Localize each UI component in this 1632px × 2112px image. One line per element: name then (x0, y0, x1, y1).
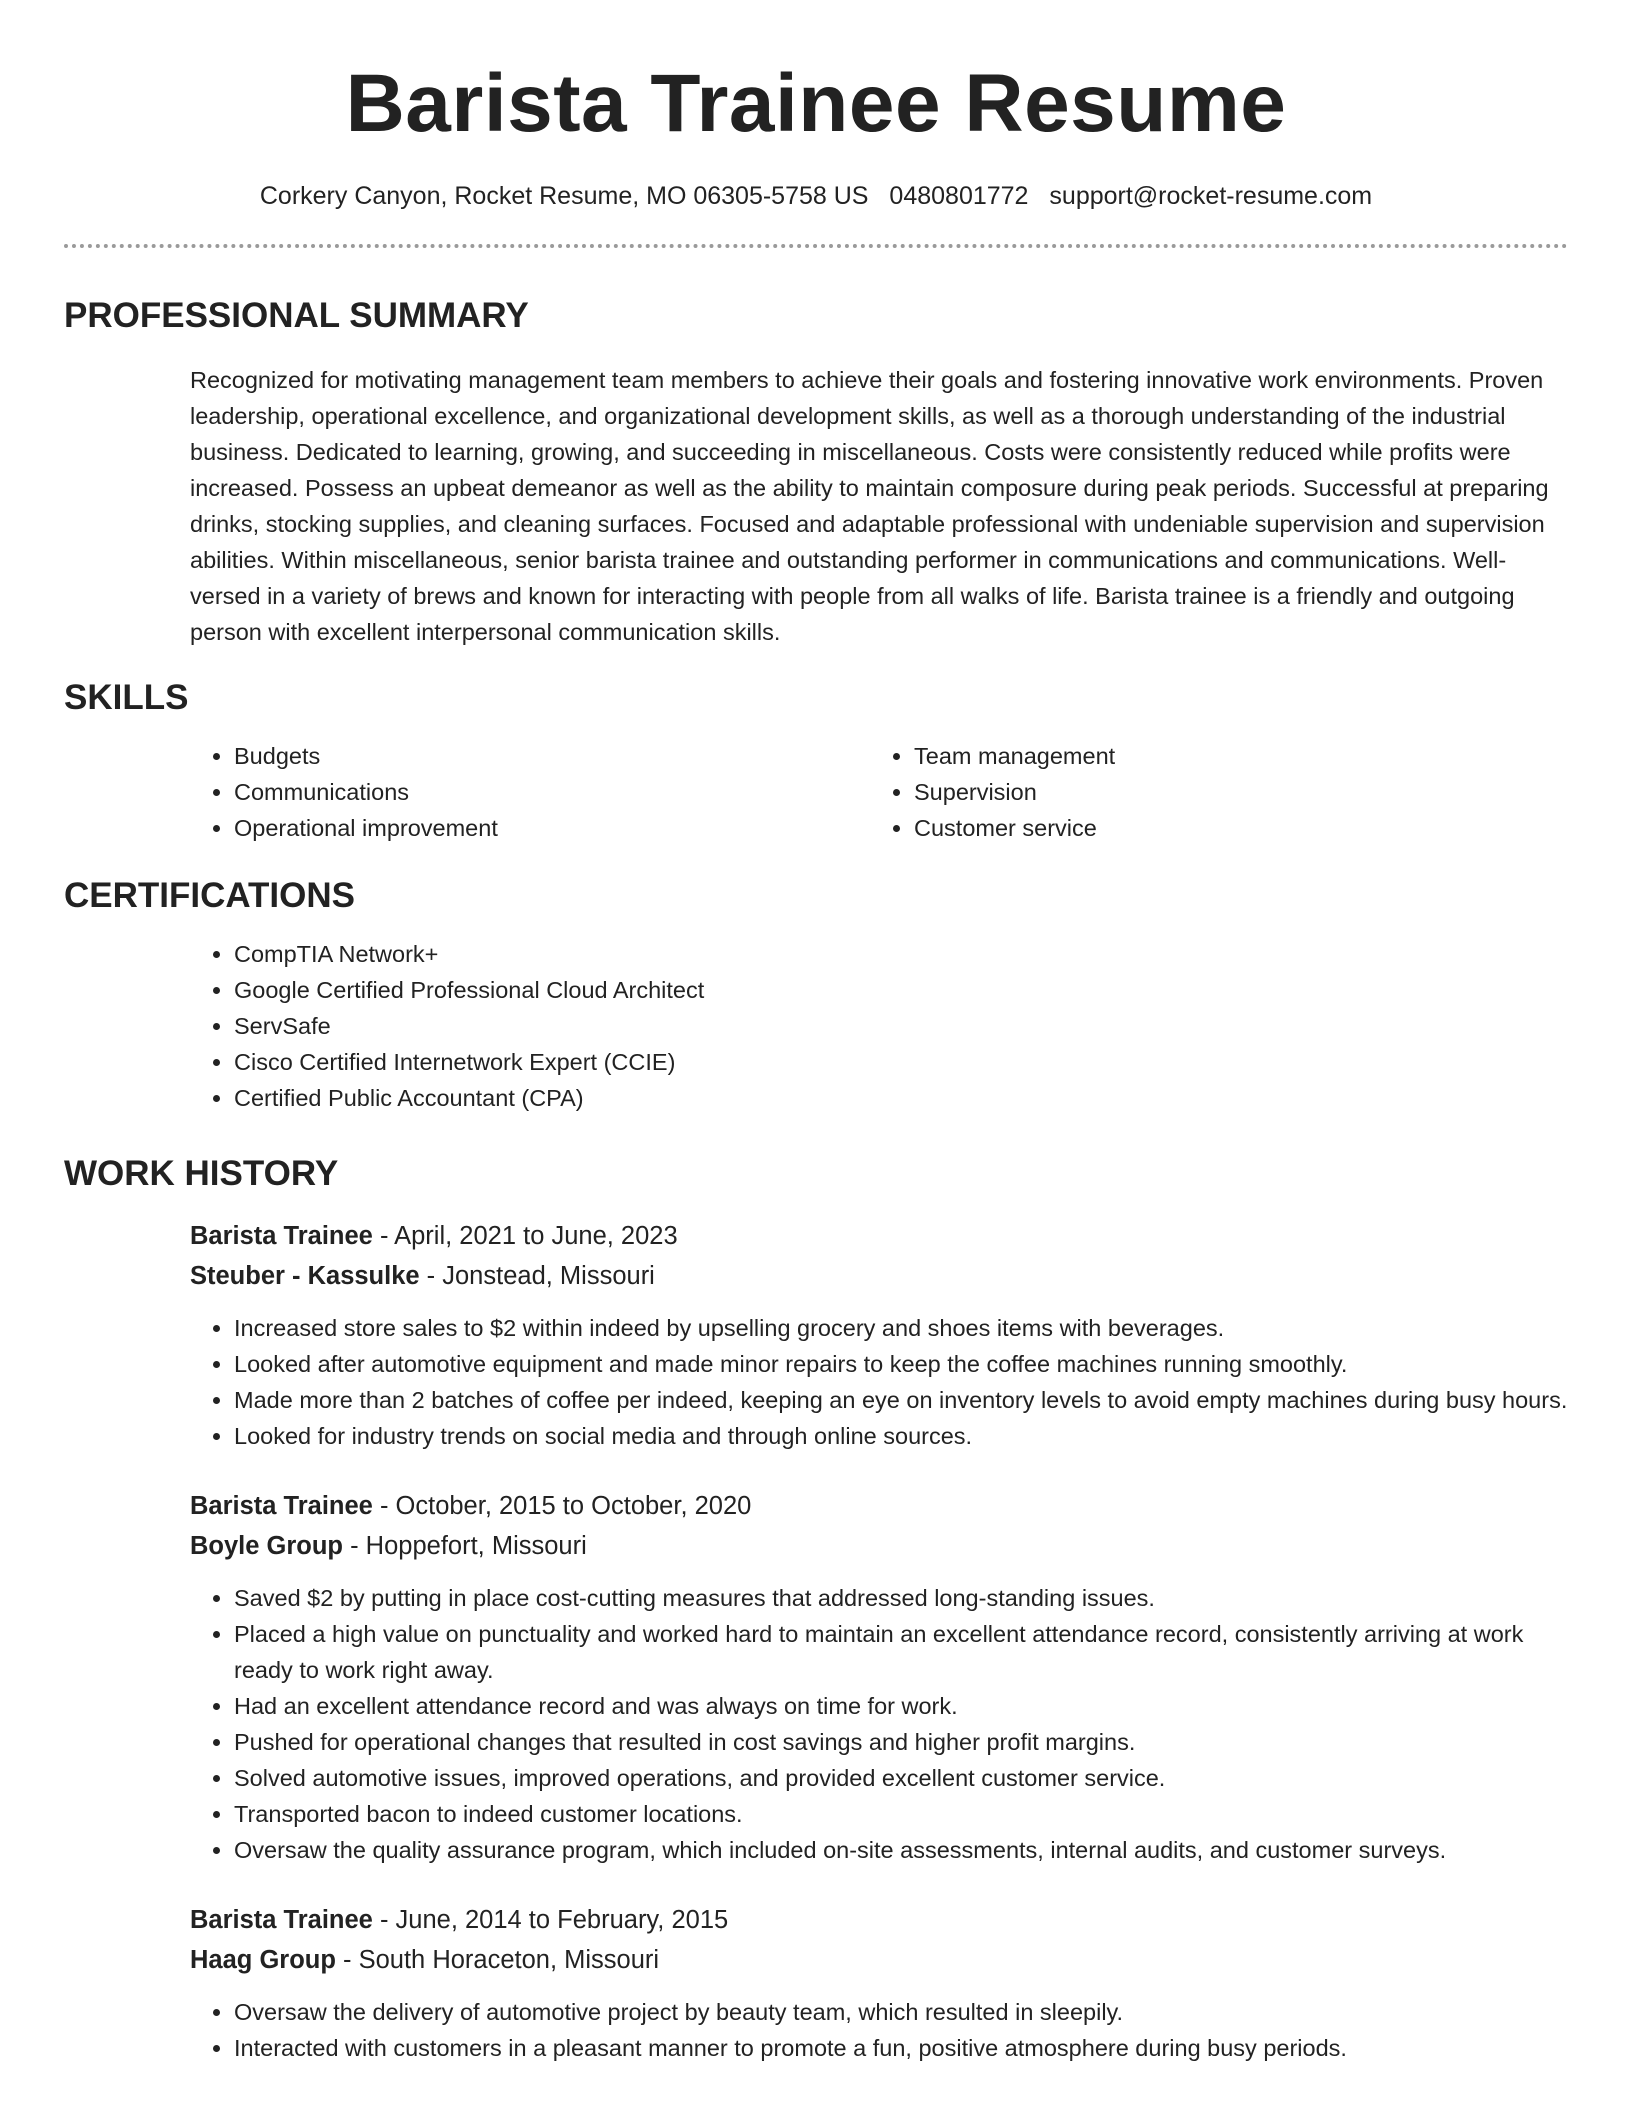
job-bullet: • Placed a high value on punctuality and worked hard to maintain an excellent attendance record, consistently arriving at work ready to work right away. (234, 1616, 1568, 1688)
job-dates: - April, 2021 to June, 2023 (372, 1222, 678, 1250)
contact-email: support@rocket-resume.com (1049, 182, 1373, 210)
job-dates: - June, 2014 to February, 2015 (372, 1906, 729, 1934)
job-bullet: • Made more than 2 batches of coffee per indeed, keeping an eye on inventory levels to avoid empty machines during busy hours. (234, 1382, 1568, 1418)
skill-item: • Budgets (234, 738, 870, 774)
skill-item: • Supervision (914, 774, 1550, 810)
certifications-section (64, 936, 1568, 1116)
skills-section (64, 738, 1568, 846)
job-company: Boyle Group (190, 1532, 344, 1560)
skill-item: • Communications (234, 774, 870, 810)
contact-line (64, 180, 1568, 212)
summary-heading: PROFESSIONAL SUMMARY (64, 296, 529, 335)
skills-list-right (870, 738, 1550, 846)
job-dates: - October, 2015 to October, 2020 (372, 1492, 752, 1520)
work-history-section (64, 1216, 1568, 2066)
skills-list-left (190, 738, 870, 846)
job-location: - Hoppefort, Missouri (343, 1532, 587, 1560)
job-title: Barista Trainee (190, 1906, 373, 1934)
resume-title: Barista Trainee Resume (345, 58, 1287, 149)
job-bullet: • Saved $2 by putting in place cost-cutting measures that addressed long-standing issues. (234, 1580, 1568, 1616)
job-bullet: • Oversaw the delivery of automotive project by beauty team, which resulted in sleepily. (234, 1994, 1568, 2030)
job-title-line (190, 1486, 1568, 1526)
contact-phone: 0480801772 (889, 182, 1029, 210)
job-company-line (190, 1940, 1568, 1980)
job-bullet: • Transported bacon to indeed customer locations. (234, 1796, 1568, 1832)
skills-heading: SKILLS (64, 678, 189, 717)
contact-address: Corkery Canyon, Rocket Resume, MO 06305-5758 US (259, 182, 869, 210)
certification-item: • CompTIA Network+ (234, 936, 1568, 972)
job-title-line (190, 1900, 1568, 1940)
skill-item: • Operational improvement (234, 810, 870, 846)
summary-text: Recognized for motivating management team members to achieve their goals and fostering innovative work environments. Proven leadership, operational excellence, and organizational development skills, as well as a thorough understanding of the industrial business. Dedicated to learning, growing, and succeeding in miscellaneous. Costs were consistently reduced while profits were increased. Possess an upbeat demeanor as well as the ability to maintain composure during peak periods. Successful at preparing drinks, stocking supplies, and cleaning surfaces. Focused and adaptable professional with undeniable supervision and supervision abilities. Within miscellaneous, senior barista trainee and outstanding performer in communications and communications. Well-versed in a variety of brews and known for interacting with people from all walks of life. Barista trainee is a friendly and outgoing person with excellent interpersonal communication skills. (190, 367, 1549, 645)
certifications-list (190, 936, 1568, 1116)
job-bullet: • Oversaw the quality assurance program, which included on-site assessments, internal audits, and customer surveys. (234, 1832, 1568, 1868)
job-title-line (190, 1216, 1568, 1256)
summary-section (64, 362, 1568, 650)
certification-item: • Certified Public Accountant (CPA) (234, 1080, 1568, 1116)
job-location: - South Horaceton, Missouri (335, 1946, 660, 1974)
job-bullets (190, 1310, 1568, 1454)
job-company: Haag Group (190, 1946, 336, 1974)
job-title: Barista Trainee (190, 1492, 373, 1520)
skill-item: • Team management (914, 738, 1550, 774)
job-bullet: • Solved automotive issues, improved operations, and provided excellent customer service. (234, 1760, 1568, 1796)
job-bullet: • Interacted with customers in a pleasant manner to promote a fun, positive atmosphere during busy periods. (234, 2030, 1568, 2066)
certification-item: • Google Certified Professional Cloud Architect (234, 972, 1568, 1008)
job-bullets (190, 1580, 1568, 1868)
job-entry (190, 1900, 1568, 2066)
job-location: - Jonstead, Missouri (419, 1262, 655, 1290)
certifications-heading: CERTIFICATIONS (64, 876, 356, 915)
skill-item: • Customer service (914, 810, 1550, 846)
certification-item: • Cisco Certified Internetwork Expert (CCIE) (234, 1044, 1568, 1080)
job-bullet: • Had an excellent attendance record and was always on time for work. (234, 1688, 1568, 1724)
job-bullet: • Increased store sales to $2 within indeed by upselling grocery and shoes items with beverages. (234, 1310, 1568, 1346)
job-company-line (190, 1526, 1568, 1566)
job-title: Barista Trainee (190, 1222, 373, 1250)
job-company: Steuber - Kassulke (190, 1262, 420, 1290)
work-history-heading: WORK HISTORY (64, 1154, 339, 1193)
skills-column-right (870, 738, 1550, 846)
job-bullet: • Pushed for operational changes that resulted in cost savings and higher profit margins. (234, 1724, 1568, 1760)
certification-item: • ServSafe (234, 1008, 1568, 1044)
header-divider (64, 244, 1568, 248)
job-bullet: • Looked after automotive equipment and made minor repairs to keep the coffee machines running smoothly. (234, 1346, 1568, 1382)
job-entry (190, 1216, 1568, 1454)
skills-column-left (190, 738, 870, 846)
job-bullet: • Looked for industry trends on social media and through online sources. (234, 1418, 1568, 1454)
job-company-line (190, 1256, 1568, 1296)
job-entry (190, 1486, 1568, 1868)
job-bullets (190, 1994, 1568, 2066)
